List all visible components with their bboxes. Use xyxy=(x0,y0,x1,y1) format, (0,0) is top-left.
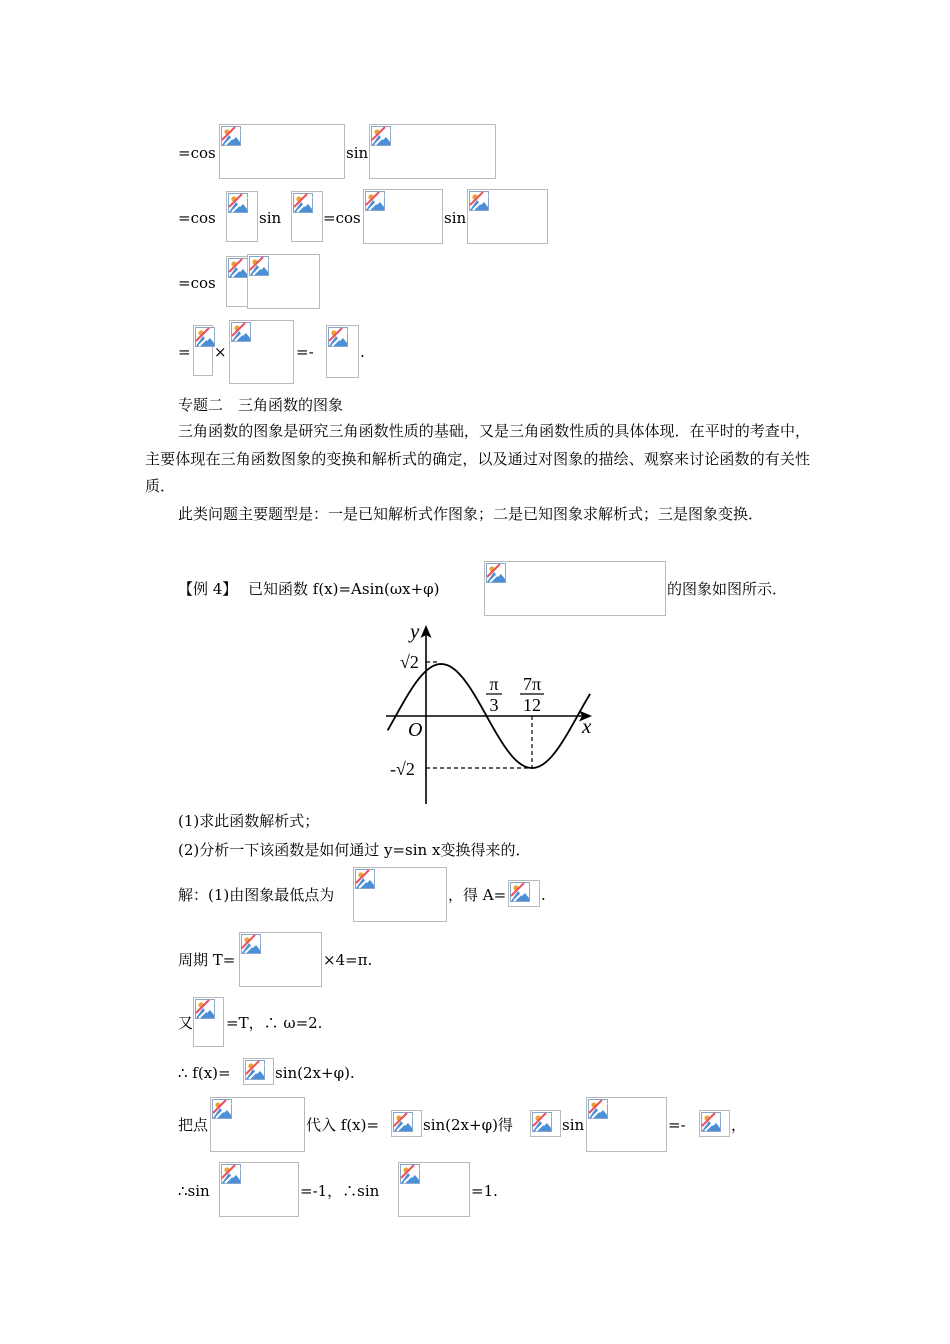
broken-image-icon xyxy=(398,1162,470,1217)
tick-label: 3 xyxy=(489,695,499,715)
solution-text: sin xyxy=(562,1116,585,1134)
broken-image-icon xyxy=(239,932,322,987)
broken-image-icon xyxy=(484,561,666,616)
solution-text: =- xyxy=(668,1116,686,1134)
formula-text: =cos xyxy=(178,209,216,227)
broken-image-icon xyxy=(219,1162,299,1217)
solution-text: sin(2x+φ). xyxy=(275,1064,355,1082)
solution-text: ∴sin xyxy=(178,1182,210,1200)
solution-text: ， xyxy=(731,1116,747,1134)
example-text: 已知函数 f(x)=Asin(ωx+φ) xyxy=(248,580,440,598)
formula-text: × xyxy=(214,343,227,361)
solution-text: =-1，∴sin xyxy=(300,1182,380,1200)
section-heading: 专题二 三角函数的图象 xyxy=(178,396,344,414)
tick-label: 12 xyxy=(523,695,541,715)
solution-text: 又 xyxy=(178,1014,194,1032)
solution-text: =T，∴ ω=2. xyxy=(226,1014,323,1032)
broken-image-icon xyxy=(193,997,224,1047)
solution-text: sin(2x+φ)得 xyxy=(423,1116,513,1134)
x-axis-label: x xyxy=(582,714,592,738)
formula-text: =- xyxy=(296,343,314,361)
broken-image-icon xyxy=(391,1110,422,1137)
formula-text: sin xyxy=(346,144,369,162)
formula-text: =cos xyxy=(178,144,216,162)
broken-image-icon xyxy=(210,1097,305,1152)
broken-image-icon xyxy=(193,325,213,376)
solution-text: 把点 xyxy=(178,1116,209,1134)
solution-text: . xyxy=(541,886,546,904)
question: (2)分析一下该函数是如何通过 y=sin x变换得来的． xyxy=(178,841,531,859)
broken-image-icon xyxy=(291,191,323,242)
broken-image-icon xyxy=(363,189,443,244)
formula-text: sin xyxy=(259,209,282,227)
paragraph: 此类问题主要题型是：一是已知解析式作图象；二是已知图象求解析式；三是图象变换． xyxy=(178,505,764,523)
broken-image-icon xyxy=(586,1097,667,1152)
broken-image-icon xyxy=(508,880,540,907)
broken-image-icon xyxy=(243,1058,274,1085)
formula-text: =cos xyxy=(178,274,216,292)
origin-label: O xyxy=(408,719,423,741)
solution-text: 代入 f(x)= xyxy=(306,1116,380,1134)
formula-text: sin xyxy=(444,209,467,227)
question: (1)求此函数解析式； xyxy=(178,812,320,830)
example-text: 的图象如图所示． xyxy=(667,580,788,598)
broken-image-icon xyxy=(226,256,248,307)
broken-image-icon xyxy=(699,1110,730,1137)
broken-image-icon xyxy=(530,1110,561,1137)
y-max-label: √2 xyxy=(400,652,419,672)
y-axis-label: y xyxy=(410,619,420,643)
broken-image-icon xyxy=(247,254,320,309)
paragraph: 三角函数的图象是研究三角函数性质的基础，又是三角函数性质的具体体现．在平时的考查中，主要体现在三角函数图象的变换和解析式的确定，以及通过对图象的描绘、观察来讨论函数的有关性质． xyxy=(145,422,810,495)
formula-text: . xyxy=(360,343,365,361)
broken-image-icon xyxy=(467,189,548,244)
broken-image-icon xyxy=(353,867,447,922)
solution-text: ∴ f(x)= xyxy=(178,1064,231,1082)
formula-text: = xyxy=(178,343,191,361)
solution-text: 解：(1)由图象最低点为 xyxy=(178,886,335,904)
tick-label: 7π xyxy=(522,674,542,694)
broken-image-icon xyxy=(369,124,496,179)
example-label: 【例 4】 xyxy=(178,580,238,598)
broken-image-icon xyxy=(226,191,258,242)
tick-label: π xyxy=(489,674,499,694)
solution-text: =1. xyxy=(471,1182,498,1200)
formula-text: =cos xyxy=(323,209,361,227)
solution-text: ，得 A= xyxy=(448,886,507,904)
sine-graph xyxy=(380,618,610,808)
solution-text: ×4=π. xyxy=(323,951,373,969)
solution-text: 周期 T= xyxy=(178,951,236,969)
broken-image-icon xyxy=(229,320,294,384)
y-min-label: -√2 xyxy=(390,759,415,779)
broken-image-icon xyxy=(326,325,359,378)
broken-image-icon xyxy=(219,124,345,179)
